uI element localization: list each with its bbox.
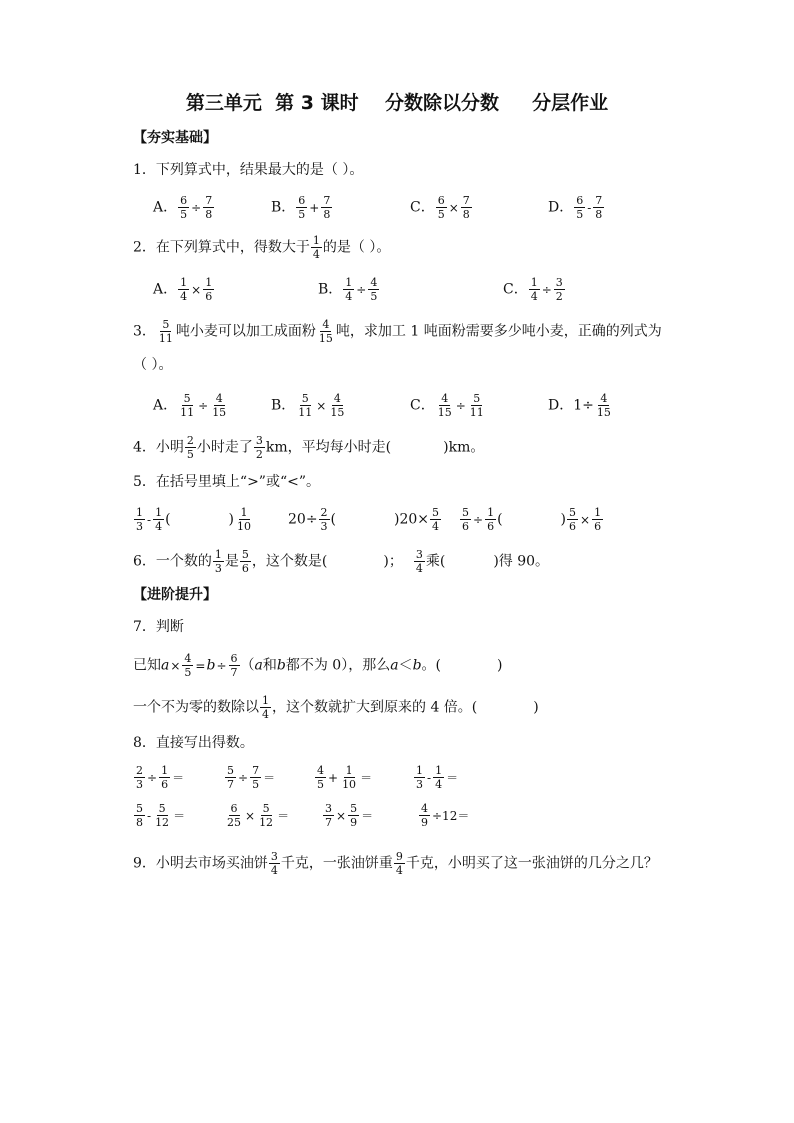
q8-item: $\frac{2}{3}$ ÷ $\frac{1}{6}$ ＝ bbox=[136, 764, 185, 791]
section-basic-heading: 【夯实基础】 bbox=[133, 130, 217, 146]
q2-option-b[interactable]: B． $\frac{1}{4}$ ÷ $\frac{4}{5}$ bbox=[318, 276, 378, 303]
section-advanced-heading: 【进阶提升】 bbox=[133, 587, 217, 603]
q5-stem: 5．在括号里填上“>”或“<”。 bbox=[133, 474, 320, 490]
q8-item: $\frac{4}{5}$ + $\frac{1}{10}$ ＝ bbox=[317, 764, 373, 791]
q2-option-c[interactable]: C． $\frac{1}{4}$ ÷ $\frac{3}{2}$ bbox=[503, 276, 563, 303]
q6-stem: 6．一个数的 $\frac{1}{3}$ 是 $\frac{5}{6}$ ，这个数是( )； $\frac{3}{4}$ 乘( )得 90。 bbox=[133, 548, 550, 575]
q1-option-b[interactable]: B． $\frac{6}{5}$ + $\frac{7}{8}$ bbox=[271, 194, 331, 221]
q8-stem: 8．直接写出得数。 bbox=[133, 735, 254, 751]
q2-stem: 2．在下列算式中，得数大于 $\frac{1}{4}$ 的是（ ）。 bbox=[133, 234, 391, 261]
q3-stem-line2: （ ）。 bbox=[133, 357, 173, 373]
q8-item: $\frac{5}{8}$ - $\frac{5}{12}$ ＝ bbox=[136, 802, 186, 829]
page-title: 第三单元 第 3 课时 分数除以分数 分层作业 bbox=[185, 92, 609, 114]
q3-option-b[interactable]: B． $\frac{5}{11}$ × $\frac{4}{15}$ bbox=[271, 392, 345, 419]
q7-statement-2: 一个不为零的数除以 $\frac{1}{4}$ ，这个数就扩大到原来的 4 倍。( ) bbox=[133, 694, 539, 721]
q1-option-a[interactable]: A． $\frac{6}{5}$ ÷ $\frac{7}{8}$ bbox=[153, 194, 213, 221]
q8-item: $\frac{1}{3}$ - $\frac{1}{4}$ ＝ bbox=[416, 764, 459, 791]
q7-statement-1: 已知a× $\frac{4}{5}$ =b÷ $\frac{6}{7}$ （a和b都不为 0），那么a＜b。( ) bbox=[133, 652, 503, 679]
q3-stem: 3． $\frac{5}{11}$ 吨小麦可以加工成面粉 $\frac{4}{15}$ 吨，求加工 1 吨面粉需要多少吨小麦，正确的列式为 bbox=[133, 318, 662, 345]
q7-stem: 7．判断 bbox=[133, 619, 184, 635]
q8-item: $\frac{3}{7}$ × $\frac{5}{9}$ ＝ bbox=[325, 802, 374, 829]
q3-option-c[interactable]: C． $\frac{4}{15}$ ÷ $\frac{5}{11}$ bbox=[410, 392, 484, 419]
q8-item: $\frac{4}{9}$ ÷12＝ bbox=[421, 802, 470, 829]
q9-stem: 9．小明去市场买油饼 $\frac{3}{4}$ 千克，一张油饼重 $\frac{9}{4}$ 千克，小明买了这一张油饼的几分之几？ bbox=[133, 850, 658, 877]
q3-option-a[interactable]: A． $\frac{5}{11}$ ÷ $\frac{4}{15}$ bbox=[153, 392, 227, 419]
q1-option-d[interactable]: D． $\frac{6}{5}$ - $\frac{7}{8}$ bbox=[548, 194, 603, 221]
q8-item: $\frac{5}{7}$ ÷ $\frac{7}{5}$ ＝ bbox=[227, 764, 276, 791]
q1-stem: 1．下列算式中，结果最大的是（ ）。 bbox=[133, 162, 364, 178]
q2-option-a[interactable]: A． $\frac{1}{4}$ × $\frac{1}{6}$ bbox=[153, 276, 213, 303]
q5-item-1: $\frac{1}{3}$ - $\frac{1}{4}$ ( ) $\frac{1}{10}$ bbox=[136, 506, 251, 533]
q8-item: $\frac{6}{25}$ × $\frac{5}{12}$ ＝ bbox=[227, 802, 290, 829]
q1-option-c[interactable]: C． $\frac{6}{5}$ × $\frac{7}{8}$ bbox=[410, 194, 470, 221]
q3-option-d[interactable]: D．1÷ $\frac{4}{15}$ bbox=[548, 392, 611, 419]
q5-item-2: 20÷ $\frac{2}{3}$ ( )20× $\frac{5}{4}$ bbox=[288, 506, 440, 533]
q5-item-3: $\frac{5}{6}$ ÷ $\frac{1}{6}$ ( ) $\frac{5}{6}$ × $\frac{1}{6}$ bbox=[462, 506, 602, 533]
q4-stem: 4．小明 $\frac{2}{5}$ 小时走了 $\frac{3}{2}$ km，平均每小时走( )km。 bbox=[133, 434, 485, 461]
